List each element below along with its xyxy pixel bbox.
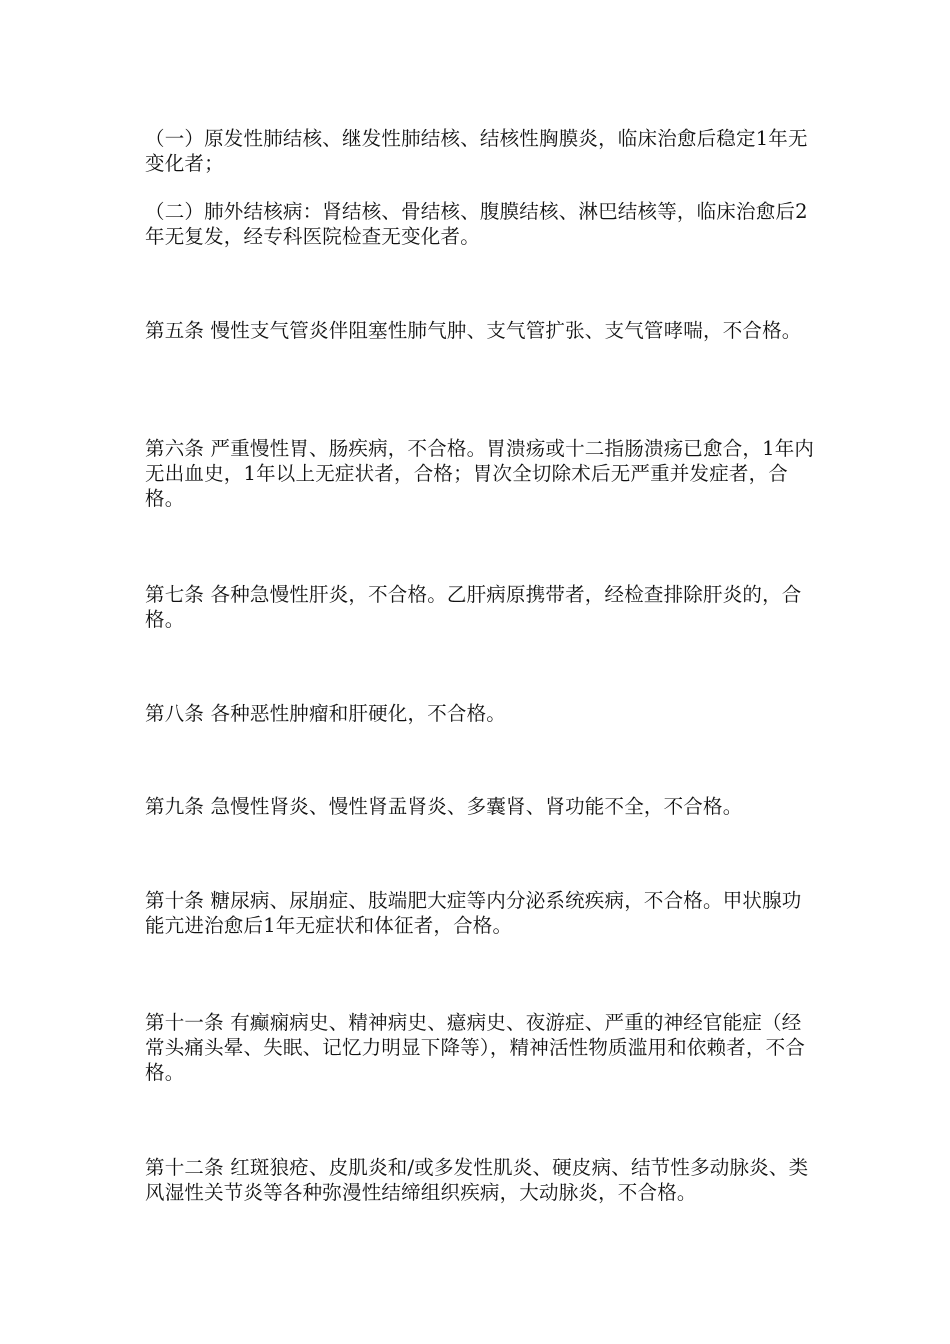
article-6: 第六条 严重慢性胃、肠疾病，不合格。胃溃疡或十二指肠溃疡已愈合，1年内无出血史，1年以上无症状者，合格；胃次全切除术后无严重并发症者，合格。: [145, 437, 815, 510]
article-9: 第九条 急慢性肾炎、慢性肾盂肾炎、多囊肾、肾功能不全，不合格。: [145, 795, 743, 818]
article-7: 第七条 各种急慢性肝炎，不合格。乙肝病原携带者，经检查排除肝炎的，合格。: [145, 583, 802, 631]
article-8: 第八条 各种恶性肿瘤和肝硬化，不合格。: [145, 702, 506, 725]
clause-item-2: （二）肺外结核病：肾结核、骨结核、腹膜结核、淋巴结核等，临床治愈后2年无复发，经专科医院检查无变化者。: [145, 200, 808, 248]
article-10: 第十条 糖尿病、尿崩症、肢端肥大症等内分泌系统疾病，不合格。甲状腺功能亢进治愈后1年无症状和体征者，合格。: [145, 889, 802, 937]
article-11: 第十一条 有癫痫病史、精神病史、癔病史、夜游症、严重的神经官能症（经常头痛头晕、失眠、记忆力明显下降等），精神活性物质滥用和依赖者，不合格。: [145, 1011, 806, 1084]
clause-item-1: （一）原发性肺结核、继发性肺结核、结核性胸膜炎，临床治愈后稳定1年无变化者；: [145, 127, 808, 175]
article-5: 第五条 慢性支气管炎伴阻塞性肺气肿、支气管扩张、支气管哮喘，不合格。: [145, 319, 802, 342]
article-12: 第十二条 红斑狼疮、皮肌炎和/或多发性肌炎、硬皮病、结节性多动脉炎、类风湿性关节炎等各种弥漫性结缔组织疾病，大动脉炎，不合格。: [145, 1156, 809, 1204]
